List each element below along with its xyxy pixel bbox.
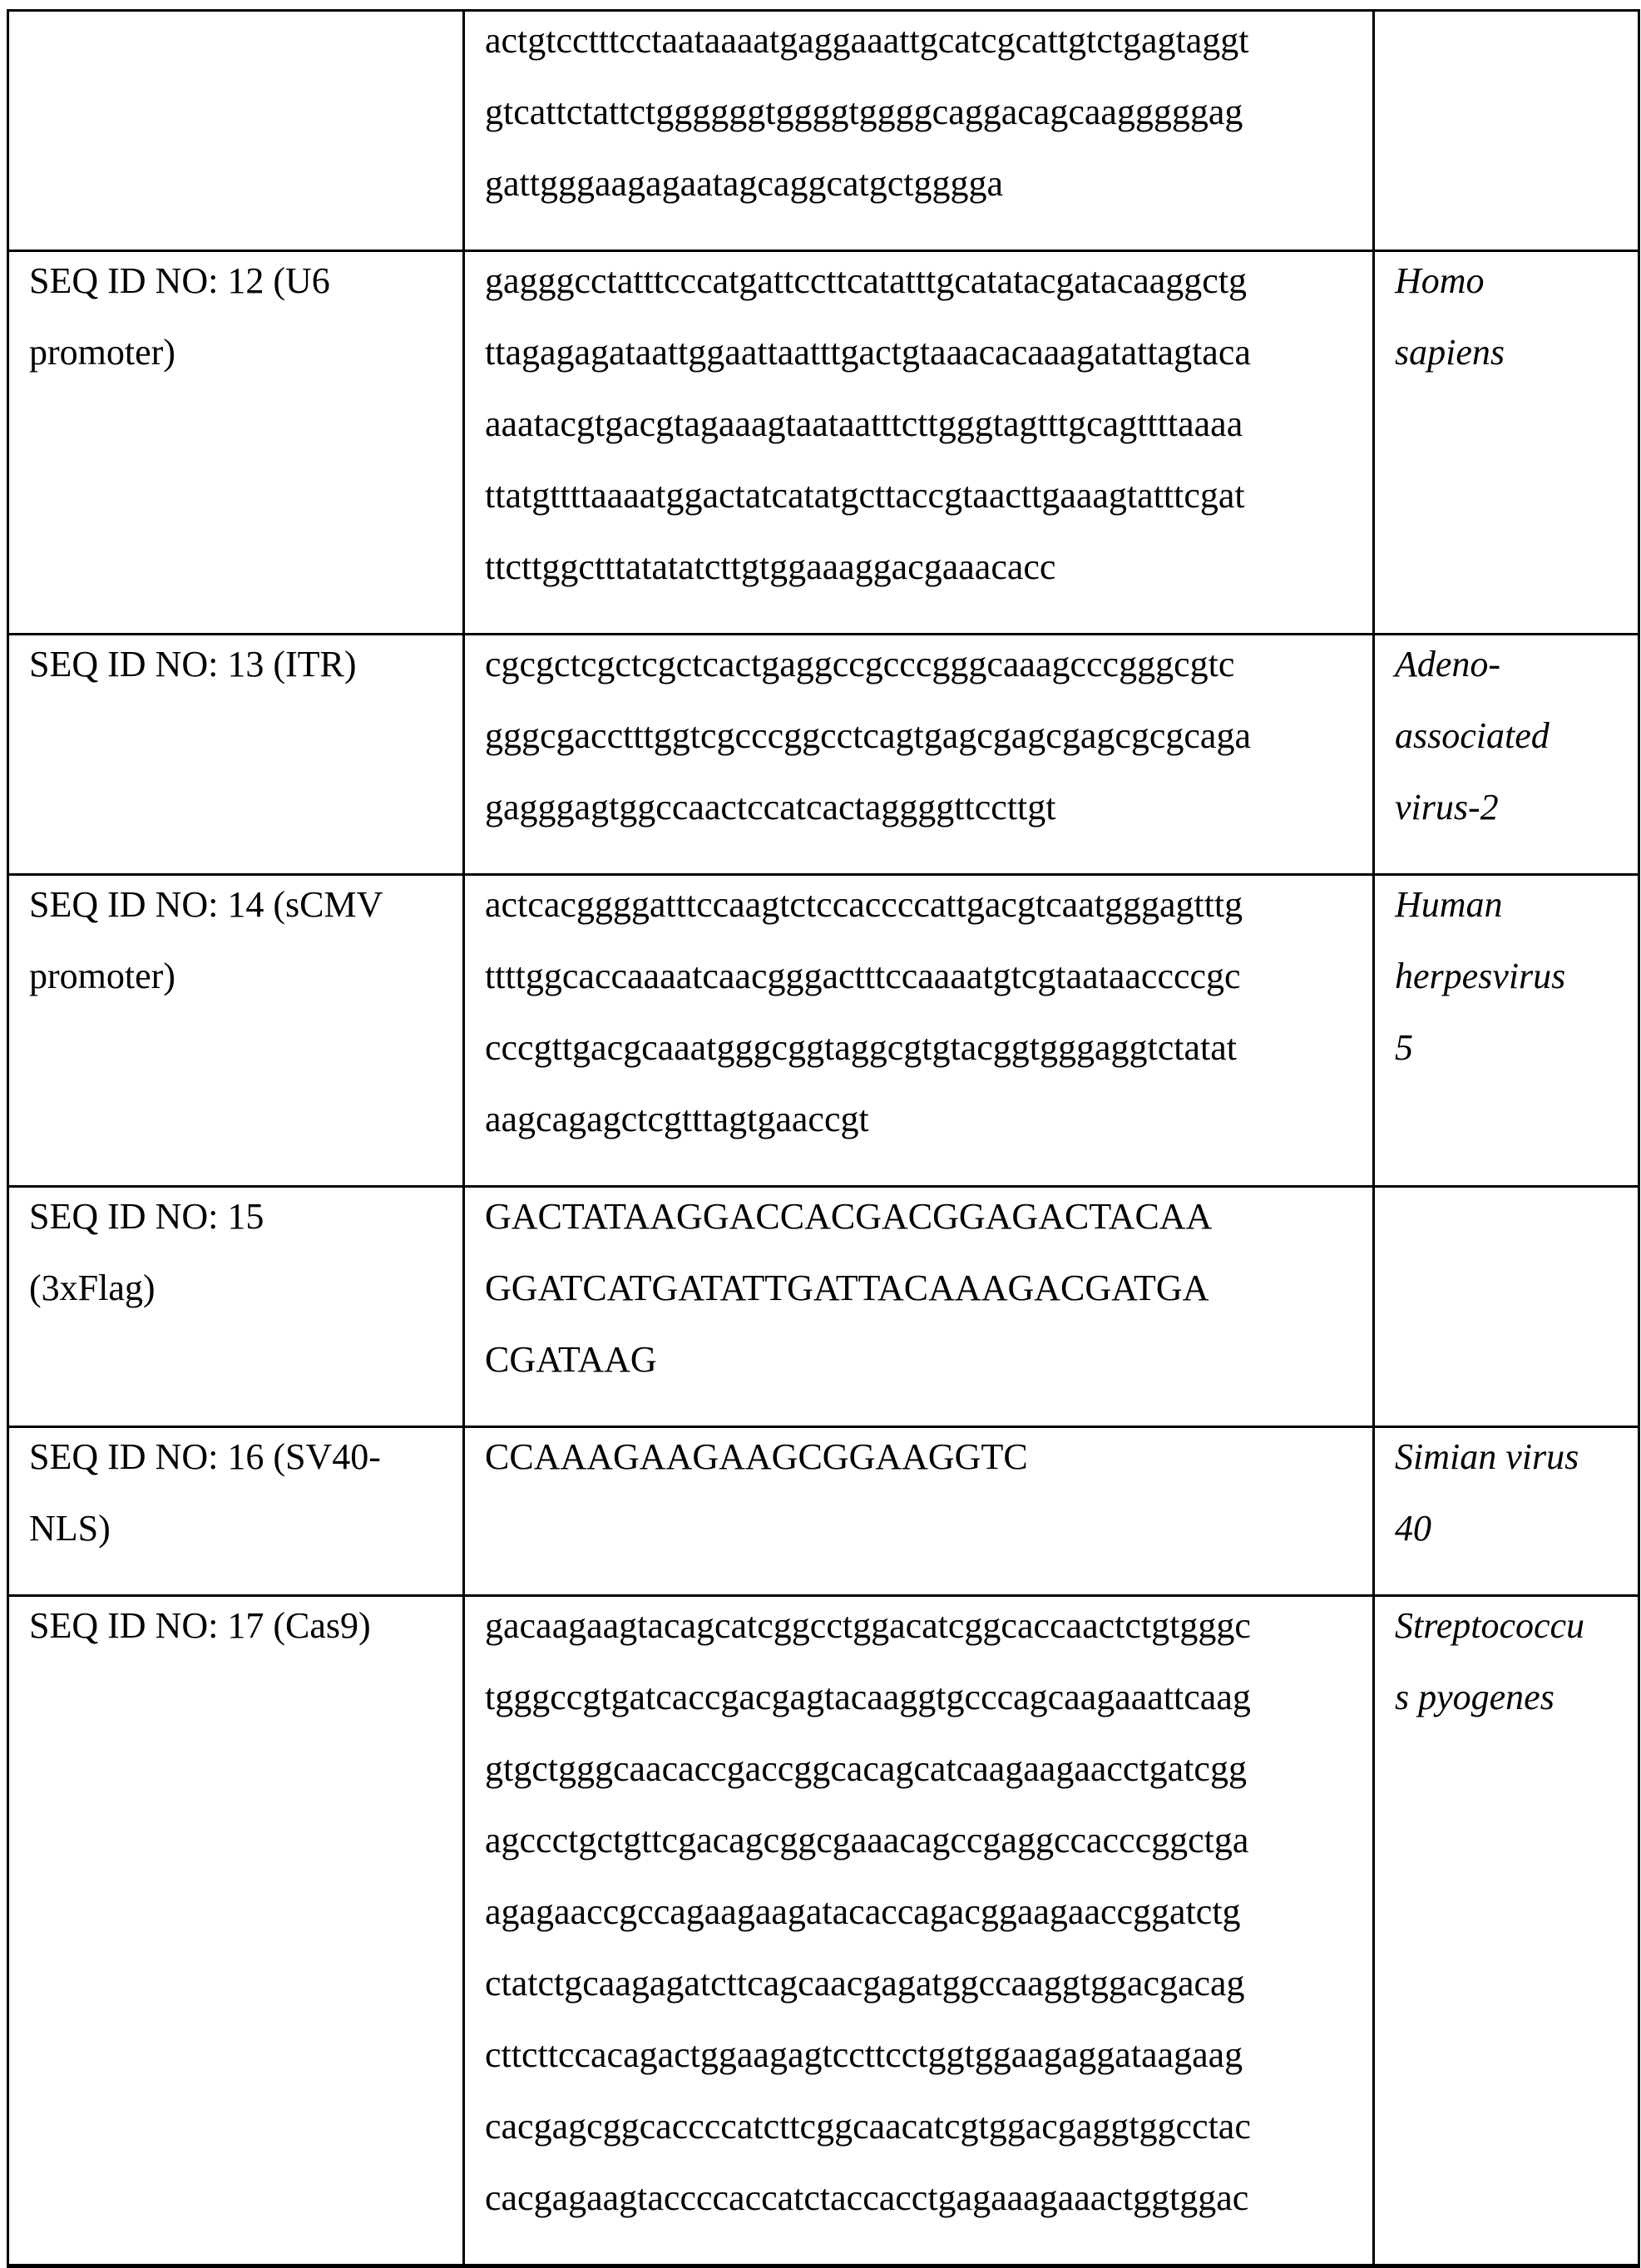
table-row [8,1596,1639,2266]
sequence-line: gggcgacctttggtcgcccggcctcagtgagcgagcgagcgcgcaga [485,700,1372,772]
organism-line: Adeno- [1395,629,1638,700]
organism-cell [1374,1427,1639,1596]
sequence-line: ttagagagataattggaattaatttgactgtaaacacaaagatattagtaca [485,317,1372,388]
sequence-line: CCAAAGAAGAAGCGGAAGGTC [485,1421,1372,1493]
sequence-cell [464,875,1374,1187]
sequence-line: cccgttgacgcaaatgggcggtaggcgtgtacggtgggaggtctatat [485,1012,1372,1084]
sequence-line: agagaaccgccagaagaagatacaccagacggaagaaccggatctg [485,1876,1372,1948]
organism-cell [1374,875,1639,1187]
sequence-table [7,9,1640,2268]
organism-line: Homo [1395,245,1638,317]
seq-id-line: promoter) [29,941,462,1012]
seq-id-line: SEQ ID NO: 16 (SV40- [29,1421,462,1493]
table-row [8,1187,1639,1427]
seq-id-cell [8,635,464,875]
table-row [8,251,1639,635]
sequence-cell [464,1427,1374,1596]
sequence-cell [464,635,1374,875]
seq-id-cell [8,1596,464,2266]
sequence-line: cttcttccacagactggaagagtccttcctggtggaagaggataagaag [485,2019,1372,2091]
seq-id-cell [8,1187,464,1427]
sequence-line: gtcattctattctggggggtggggtggggcaggacagcaagggggag [485,77,1372,148]
table-row [8,635,1639,875]
sequence-line: cgcgctcgctcgctcactgaggccgcccgggcaaagcccgggcgtc [485,629,1372,700]
organism-cell [1374,251,1639,635]
seq-id-cell [8,11,464,251]
table-row [8,875,1639,1187]
seq-id-line: (3xFlag) [29,1253,462,1324]
sequence-line: gtgctgggcaacaccgaccggcacagcatcaagaagaacctgatcgg [485,1733,1372,1805]
sequence-cell [464,1187,1374,1427]
sequence-line: cacgagaagtaccccaccatctaccacctgagaaagaaactggtggac [485,2162,1372,2234]
seq-id-cell [8,1427,464,1596]
sequence-line: aaatacgtgacgtagaaagtaataatttcttgggtagtttgcagttttaaaa [485,388,1372,460]
organism-cell [1374,1596,1639,2266]
seq-id-line: SEQ ID NO: 12 (U6 [29,245,462,317]
organism-line: Human [1395,869,1638,941]
sequence-line: GGATCATGATATTGATTACAAAGACGATGA [485,1253,1372,1324]
sequence-line: gacaagaagtacagcatcggcctggacatcggcaccaactctgtgggc [485,1590,1372,1662]
sequence-line: actgtcctttcctaataaaatgaggaaattgcatcgcattgtctgagtaggt [485,5,1372,77]
organism-cell [1374,635,1639,875]
sequence-cell [464,251,1374,635]
sequence-line: actcacggggatttccaagtctccaccccattgacgtcaatgggagtttg [485,869,1372,941]
sequence-cell [464,11,1374,251]
organism-cell [1374,1187,1639,1427]
seq-id-line: SEQ ID NO: 15 [29,1181,462,1253]
sequence-table-body [8,11,1639,2266]
organism-line: virus-2 [1395,772,1638,843]
seq-id-line: promoter) [29,317,462,388]
seq-id-cell [8,251,464,635]
organism-line: 40 [1395,1493,1638,1564]
organism-line: sapiens [1395,317,1638,388]
seq-id-line: SEQ ID NO: 13 (ITR) [29,629,462,700]
organism-line: Simian virus [1395,1421,1638,1493]
organism-line: associated [1395,700,1638,772]
seq-id-line: NLS) [29,1493,462,1564]
organism-line: s pyogenes [1395,1662,1638,1733]
sequence-line: ttttggcaccaaaatcaacgggactttccaaaatgtcgtaataaccccgc [485,941,1372,1012]
sequence-line: agccctgctgttcgacagcggcgaaacagccgaggccacccggctga [485,1805,1372,1876]
organism-line: 5 [1395,1012,1638,1084]
sequence-line: ttatgttttaaaatggactatcatatgcttaccgtaacttgaaagtatttcgat [485,460,1372,531]
organism-line: herpesvirus [1395,941,1638,1012]
sequence-line: ttcttggctttatatatcttgtggaaaggacgaaacacc [485,531,1372,603]
seq-id-line: SEQ ID NO: 17 (Cas9) [29,1590,462,1662]
sequence-cell [464,1596,1374,2266]
sequence-line: CGATAAG [485,1324,1372,1396]
sequence-line: aagcagagctcgtttagtgaaccgt [485,1084,1372,1155]
sequence-line: gagggagtggccaactccatcactaggggttccttgt [485,772,1372,843]
sequence-line: GACTATAAGGACCACGACGGAGACTACAA [485,1181,1372,1253]
table-row [8,1427,1639,1596]
sequence-line: gattgggaagagaatagcaggcatgctgggga [485,148,1372,220]
sequence-line: tgggccgtgatcaccgacgagtacaaggtgcccagcaagaaattcaag [485,1662,1372,1733]
table-row [8,11,1639,251]
organism-line: Streptococcu [1395,1590,1638,1662]
sequence-line: ctatctgcaagagatcttcagcaacgagatggccaaggtggacgacag [485,1948,1372,2019]
sequence-line: cacgagcggcaccccatcttcggcaacatcgtggacgaggtggcctac [485,2091,1372,2162]
organism-cell [1374,11,1639,251]
seq-id-line: SEQ ID NO: 14 (sCMV [29,869,462,941]
seq-id-cell [8,875,464,1187]
sequence-line: gagggcctatttcccatgattccttcatatttgcatatacgatacaaggctg [485,245,1372,317]
